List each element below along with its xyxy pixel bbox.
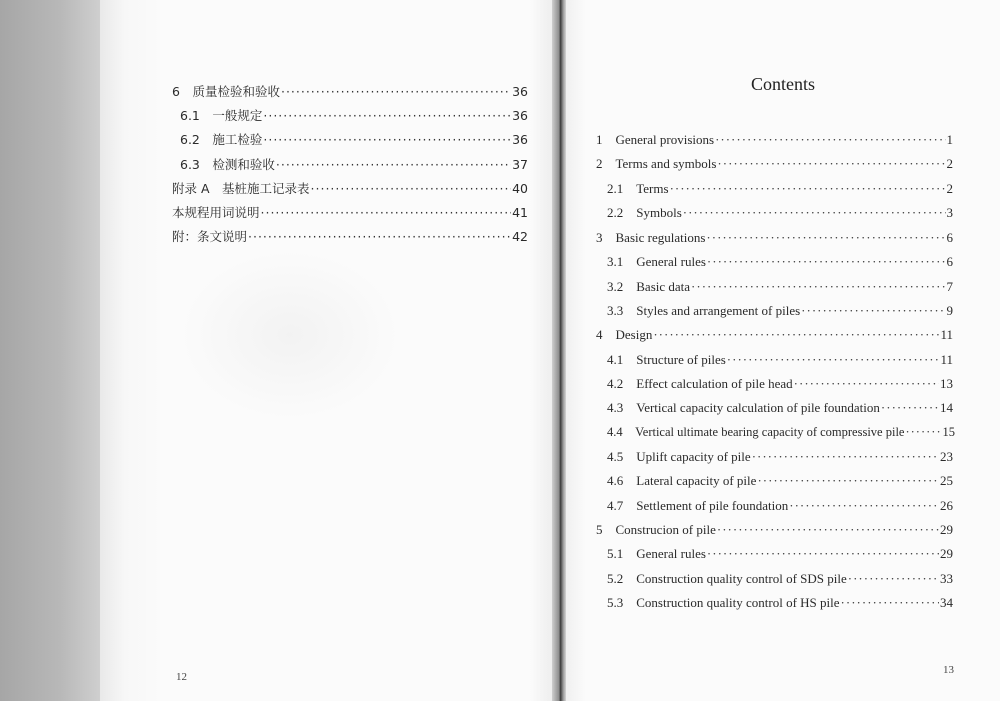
toc-entry-page: 13 [940,376,953,391]
toc-entry-page: 11 [940,352,953,367]
toc-entry [607,276,953,295]
leader-dots [653,327,939,343]
toc-entry-page: 42 [512,229,528,244]
leader-dots [311,181,512,196]
toc-entry [596,227,953,246]
leader-dots [707,254,946,270]
toc-entry [607,251,953,270]
toc-entry-page: 40 [512,181,528,196]
toc-entry-label: 5 Construcion of pile [596,522,716,537]
toc-entry [596,129,953,148]
toc-entry-page: 29 [940,546,953,561]
toc-entry [172,203,528,221]
toc-entry-page: 6 [946,230,953,245]
leader-dots [683,205,946,221]
toc-entry-label: 6.1 一般规定 [180,108,263,123]
toc-entry-label: 本规程用词说明 [172,205,260,220]
toc-entry-label: 4 Design [596,327,653,342]
leader-dots [841,595,939,611]
leader-dots [881,400,939,416]
toc-entry-label: 2 Terms and symbols [596,156,717,171]
leader-dots [707,546,939,562]
toc-entry-page: 11 [940,327,953,342]
page-title: Contents [750,74,815,94]
toc-entry [172,82,528,100]
toc-entry-label: 4.7 Settlement of pile foundation [607,498,789,513]
toc-entry-page: 29 [940,522,953,537]
toc-entry-page: 15 [942,425,955,439]
toc-entry-page: 36 [512,108,528,123]
toc-entry [596,153,953,172]
toc-entry [607,495,953,514]
toc-entry-page: 7 [946,279,953,294]
toc-entry-label: 5.3 Construction quality control of HS pile [607,595,840,610]
toc-entry-label: 1 General provisions [596,132,715,147]
toc-entry-label: 5.2 Construction quality control of SDS pile [607,571,847,586]
page-number-right: 13 [943,664,954,676]
leader-dots [263,132,511,147]
toc-entry-label: 附录 A 基桩施工记录表 [172,181,310,196]
toc-entry-page: 36 [512,132,528,147]
toc-entry-page: 25 [940,473,953,488]
leader-dots [670,181,946,197]
leader-dots [727,352,940,368]
toc-entry-label: 4.1 Structure of piles [607,352,726,367]
leader-dots [715,132,945,148]
leader-dots [794,376,939,392]
toc-entry-label: 4.4 Vertical ultimate bearing capacity of compressive pile [607,425,905,439]
toc-entry [607,446,953,465]
toc-entry-page: 9 [946,303,953,318]
toc-entry [607,470,953,489]
toc-entry [607,568,953,587]
leader-dots [706,230,945,246]
toc-entry-page: 37 [512,157,528,172]
toc-entry-label: 2.1 Terms [607,181,669,196]
leader-dots [281,84,511,99]
toc-entry-label: 6.2 施工检验 [180,132,263,147]
toc-entry-page: 14 [940,400,953,415]
leader-dots [848,571,939,587]
toc-entry [172,179,528,197]
toc-entry-page: 2 [946,181,953,196]
toc-entry [172,227,528,245]
toc-entry [607,543,953,562]
toc-entry [596,519,953,538]
page-number-left: 12 [176,671,187,683]
toc-entry-page: 36 [512,84,528,99]
toc-entry-label: 4.5 Uplift capacity of pile [607,449,751,464]
toc-entry-label: 3.3 Styles and arrangement of piles [607,303,801,318]
toc-entry [607,397,953,416]
leader-dots [757,473,939,489]
leader-dots [801,303,945,319]
toc-entry-page: 3 [946,205,953,220]
leader-dots [276,157,511,172]
toc-entry-page: 41 [512,205,528,220]
toc-entry-label: 2.2 Symbols [607,205,682,220]
toc-entry [596,324,953,343]
toc-entry [180,130,528,148]
scan-shadow-strip [0,0,100,701]
toc-entry-label: 6.3 检测和验收 [180,157,275,172]
leader-dots [248,229,511,244]
toc-entry [607,300,953,319]
toc-entry-label: 4.3 Vertical capacity calculation of pile foundation [607,400,880,415]
leader-dots [717,156,945,172]
leader-dots [752,449,939,465]
toc-entry [607,422,955,440]
toc-entry-page: 33 [940,571,953,586]
leader-dots [717,522,939,538]
leader-dots [691,279,945,295]
toc-entry-label: 4.6 Lateral capacity of pile [607,473,757,488]
toc-entry-label: 3.2 Basic data [607,279,691,294]
book-gutter [552,0,566,701]
toc-entry [180,155,528,173]
leader-dots [905,425,941,440]
toc-entry-page: 34 [940,595,953,610]
toc-entry [607,592,953,611]
show-through-smudge [180,250,400,420]
toc-entry-page: 26 [940,498,953,513]
toc-entry-page: 2 [946,156,953,171]
toc-entry [607,349,953,368]
toc-entry [607,178,953,197]
toc-entry-label: 3.1 General rules [607,254,706,269]
toc-entry-label: 6 质量检验和验收 [172,84,280,99]
toc-entry-page: 1 [946,132,953,147]
toc-entry-label: 3 Basic regulations [596,230,706,245]
toc-entry [607,373,953,392]
toc-entry-label: 5.1 General rules [607,546,706,561]
leader-dots [789,498,939,514]
toc-entry-page: 23 [940,449,953,464]
toc-entry [180,106,528,124]
toc-entry [607,202,953,221]
leader-dots [263,108,511,123]
leader-dots [261,205,512,220]
toc-entry-page: 6 [946,254,953,269]
toc-entry-label: 4.2 Effect calculation of pile head [607,376,793,391]
toc-entry-label: 附：条文说明 [172,229,248,244]
